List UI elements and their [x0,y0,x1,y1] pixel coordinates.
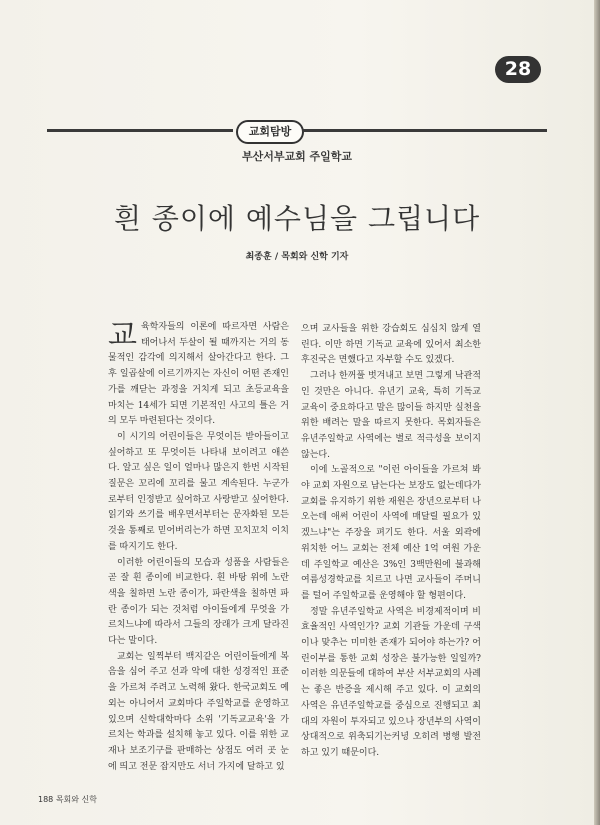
article-column-left [108,320,289,775]
article-column-right [301,322,481,762]
article-paragraph: 이러한 어린이들의 모습과 성품을 사람들은 곧 잘 흰 종이에 비교한다. 흰 바탕 위에 노란색을 칠하면 노란 종이가, 파란색을 칠하면 파란 종이가 되는 것처럼 아이들에게 무엇을 가르치느냐에 따라서 그들의 장래가 크게 달라진다는 말이다. [108,557,289,647]
article-byline: 최종훈 / 목회와 신학 기자 [245,252,349,262]
page-footer-folio: 188 목회와 신학 [38,795,97,804]
church-name-subtitle: 부산서부교회 주일학교 [241,150,353,163]
article-paragraph: 교회는 일찍부터 백지같은 어린이들에게 복음을 심어 주고 선과 악에 대한 성경적인 표준을 가르쳐 주려고 노력해 왔다. 한국교회도 예외는 아니어서 교회마다 주일학교를 운영하고 있으며 신학대학마다 소위 '기독교교육'을 가르치는 학과를 설치해 놓고 있다. 이를 위한 교재나 보조기구를 판매하는 상점도 여러 곳 눈에 띄고 전문 잡지만도 서너 가지에 달하고 있 [108,651,289,772]
article-paragraph: 이 시기의 어린이들은 무엇이든 받아들이고 싶어하고 또 무엇이든 나타내 보이려고 애쓴다. 알고 싶은 일이 얼마나 많은지 한번 시작된 질문은 꼬리에 꼬리를 물고 계속된다. 누군가로부터 인정받고 싶어하고 사랑받고 싶어한다. 읽기와 쓰기를 배우면서부터는 문자화된 모든 것을 통째로 믿어버리는가 하면 꼬치꼬치 이치를 따지기도 한다. [108,431,289,552]
drop-cap: 교 [108,318,137,353]
page-number-badge: 28 [495,56,541,83]
page-edge-shadow [594,0,600,825]
article-paragraph: 그러나 한꺼풀 벗겨내고 보면 그렇게 낙관적인 것만은 아니다. 유년기 교육, 특히 기독교 교육이 중요하다고 말은 많이들 하지만 실천을 위한 배려는 말을 따르지 못한다. 목회자들은 유년주일학교 사역에는 별로 적극성을 보이지 않는다. [301,371,481,460]
article-headline: 흰 종이에 예수님을 그립니다 [113,202,481,235]
header-rule-right [302,129,547,132]
header-rule-left [47,129,233,132]
column-label-badge: 교회탐방 [236,120,304,144]
article-paragraph: 으며 교사들을 위한 강습회도 심심치 않게 열린다. 이만 하면 기독교 교육에 있어서 최소한 후진국은 면했다고 자부할 수도 있겠다. [301,324,481,366]
article-paragraph: 이에 노골적으로 "이런 아이들을 가르쳐 봐야 교회 자원으로 남는다는 보장도 없는데다가 교회를 유지하기 위한 재원은 장년으로부터 나오는데 애써 어린이 사역에 매달릴 필요가 있겠느냐"는 주장을 펴기도 한다. 서울 외곽에 위치한 어느 교회는 전체 예산 1억 여원 가운데 주일학교 예산은 3%인 3백만원에 불과해 여름성경학교를 치르고 나면 교사들이 주머니를 털어 주일학교를 운영해야 할 형편이다. [301,465,481,601]
article-paragraph [108,320,289,430]
paragraph-text: 육학자들의 이론에 따르자면 사람은 태어나서 두살이 될 때까지는 거의 동물적인 감각에 의지해서 살아간다고 한다. 그 후 일곱살에 이르기까지는 자신이 어떤 존재인가를 깨닫는 과정을 거치게 되고 초등교육을 마치는 14세가 되면 기본적인 사고의 틀은 거의 모두 마련된다는 것이다. [108,322,289,427]
article-paragraph: 정말 유년주일학교 사역은 비경제적이며 비효율적인 사역인가? 교회 기관들 가운데 구색이나 맞추는 미미한 존재가 되어야 하는가? 어린이부를 통한 교회 성장은 불가능한 일일까? 이러한 의문들에 대하여 부산 서부교회의 사례는 좋은 반증을 제시해 주고 있다. 이 교회의 사역은 유년주일학교를 중심으로 진행되고 최대의 자원이 투자되고 있으나 장년부의 사역이 상대적으로 위축되기는커녕 오히려 병행 발전하고 있기 때문이다. [301,606,481,758]
